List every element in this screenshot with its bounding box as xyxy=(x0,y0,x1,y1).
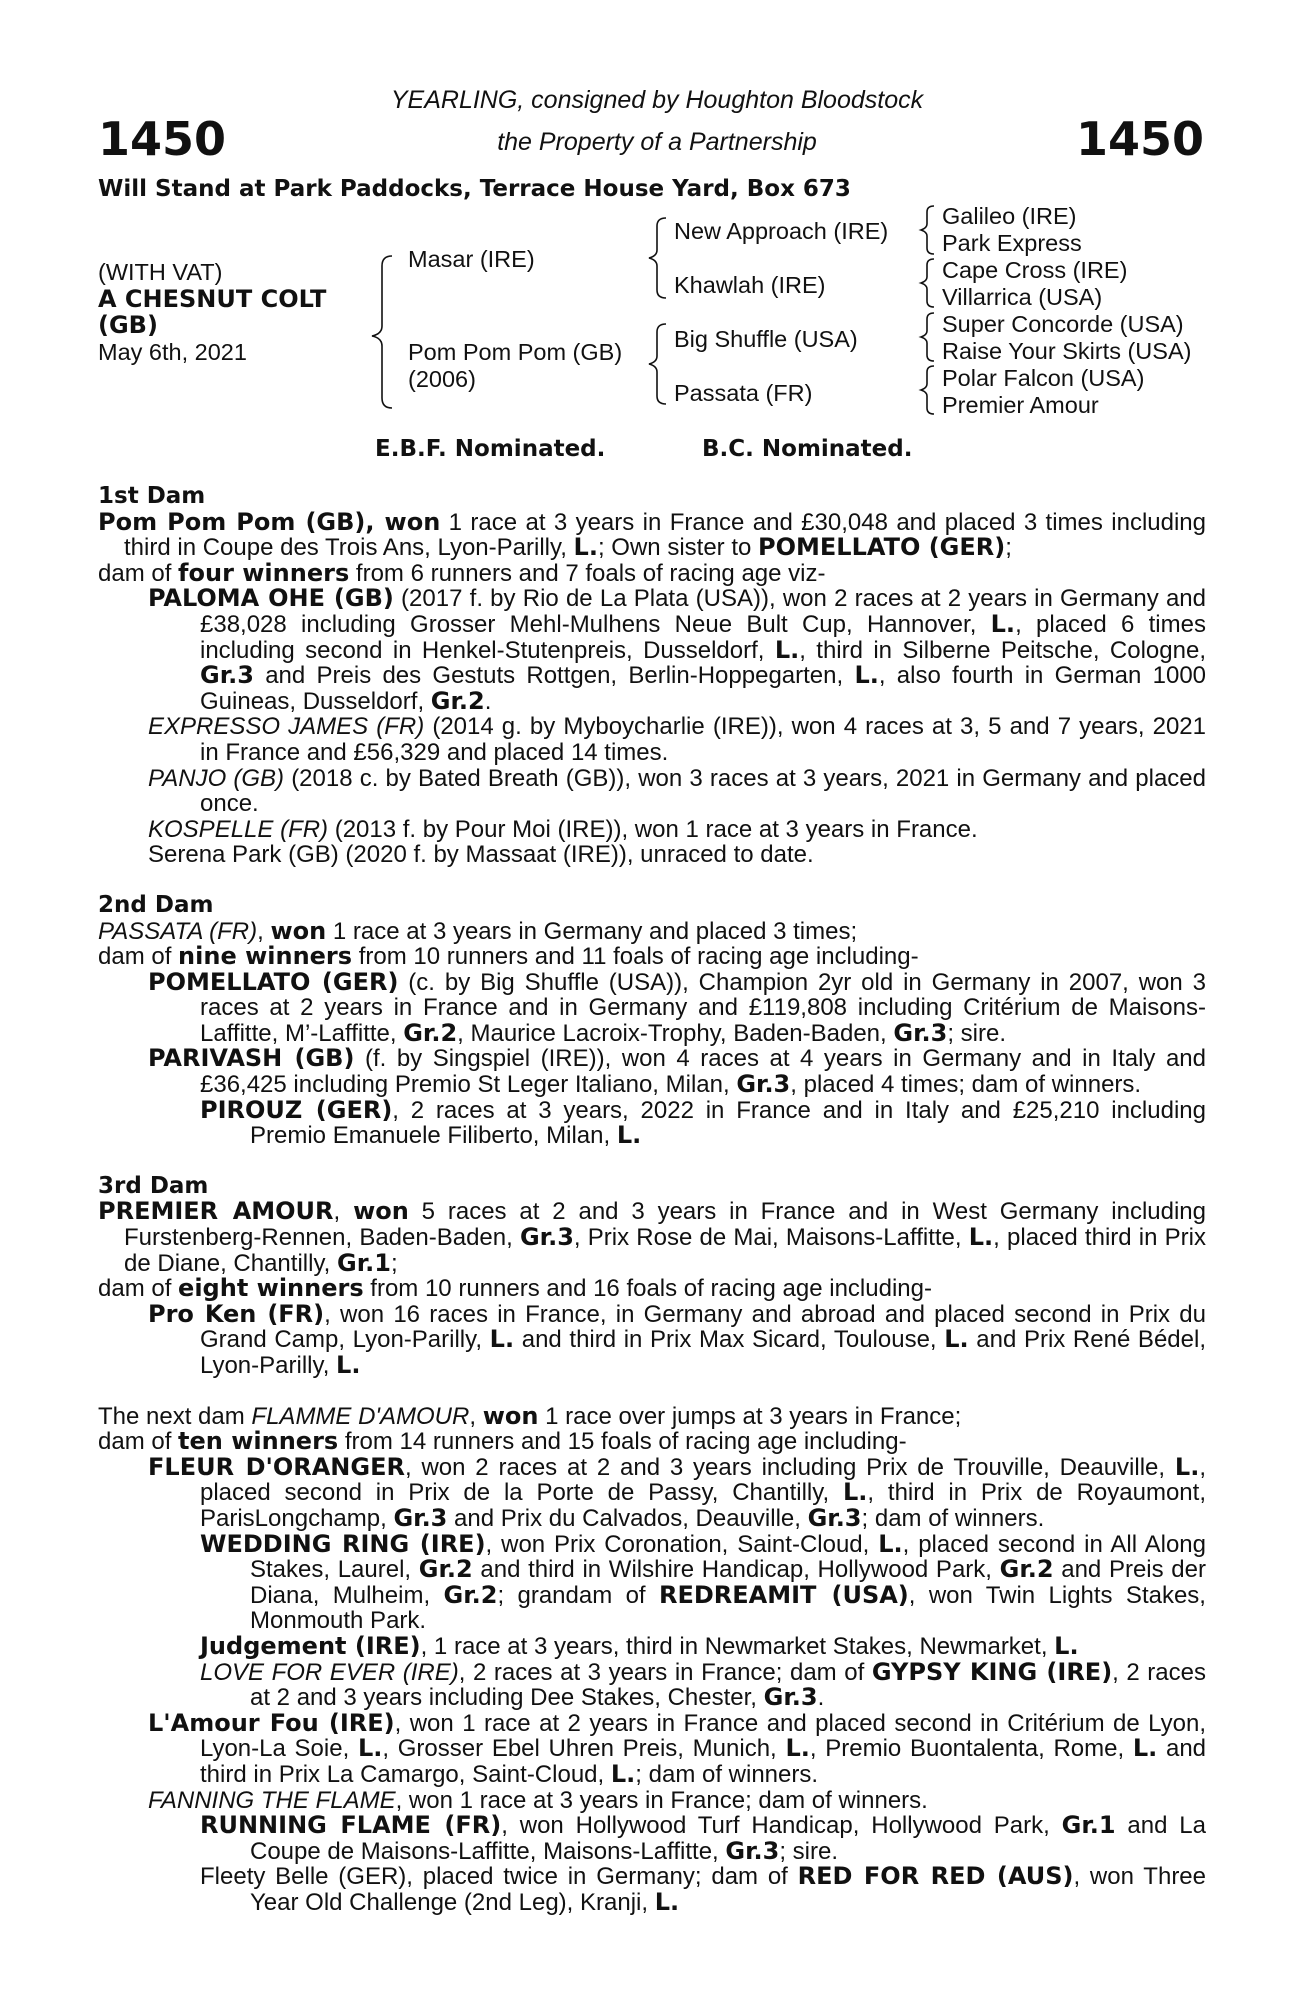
bold-text: Gr.3 xyxy=(763,1683,818,1712)
bold-text: L. xyxy=(616,1121,642,1150)
section-gap xyxy=(98,1149,1206,1174)
text-run: Fleety Belle (GER), placed twice in Germany; dam of xyxy=(200,1863,798,1891)
text-run: , won Prix Coronation, Saint-Cloud, xyxy=(485,1530,879,1558)
bold-text: L. xyxy=(944,1325,969,1354)
text-run: , placed 6 times including second in Henkel-Stutenpreis, Dusseldorf, xyxy=(200,610,1206,664)
text-run: , xyxy=(333,1198,354,1226)
text-run: , won 2 races at 2 and 3 years including Prix de Trouville, Deauville, xyxy=(404,1453,1175,1481)
gg-sire-sire-sire: Galileo (IRE) xyxy=(942,203,1077,229)
text-run: , Maurice Lacroix-Trophy, Baden-Baden, xyxy=(457,1019,894,1047)
dam: Pom Pom Pom (GB) xyxy=(408,339,623,365)
bold-text: L. xyxy=(1132,1734,1158,1763)
text-run: , 2 races at 3 years in France; dam of xyxy=(458,1658,872,1686)
bold-text: Gr.2 xyxy=(418,1555,473,1584)
italic-text: PANJO (GB) xyxy=(148,764,285,792)
pedigree-entry xyxy=(98,1199,1206,1276)
bold-text: PALOMA OHE (GB) xyxy=(148,584,394,613)
bold-text: Gr.3 xyxy=(725,1836,780,1865)
text-run: , third in Silberne Peitsche, Cologne, xyxy=(799,636,1206,664)
text-run: ; sire. xyxy=(779,1837,838,1865)
text-run: , third in Prix de Royaumont, ParisLongchamp, xyxy=(200,1479,1206,1532)
text-run: , Premio Buontalenta, Rome, xyxy=(809,1735,1133,1763)
text-run: , won Three Year Old Challenge (2nd Leg), Kranji, xyxy=(250,1863,1207,1916)
text-run: ; grandam of xyxy=(497,1581,659,1609)
bold-text: won xyxy=(482,1401,539,1430)
pedigree-entry xyxy=(98,916,1206,945)
bold-text: four winners xyxy=(178,558,350,587)
text-run: , won 1 race at 3 years in France; dam of winners. xyxy=(395,1786,928,1814)
text-run: , xyxy=(257,917,271,945)
text-run: ; dam of winners. xyxy=(861,1504,1045,1532)
pedigree-entry xyxy=(98,507,1207,562)
text-run: The next dam xyxy=(98,1402,252,1430)
text-run: from 6 runners and 7 foals of racing age viz- xyxy=(349,559,826,587)
bold-text: L. xyxy=(1174,1452,1200,1481)
gg-dam-sire-dam: Raise Your Skirts (USA) xyxy=(942,338,1192,364)
bold-text: Gr.3 xyxy=(393,1503,448,1532)
pedigree-entry xyxy=(98,586,1206,714)
consignment-line: YEARLING, consigned by Houghton Bloodstock xyxy=(390,86,924,114)
bold-text: POMELLATO (GER) xyxy=(758,533,1006,562)
text-run: , also fourth in German 1000 Guineas, Dusseldorf, xyxy=(200,662,1207,715)
section-gap xyxy=(98,1379,1206,1404)
bold-text: L. xyxy=(336,1351,361,1379)
text-run: (c. by Big Shuffle (USA)), Champion 2yr old in Germany in 2007, won 3 races at 2 years in France and in Germany and £119,808 including Critérium de Maisons-Laffitte, M’-Laffitte, xyxy=(200,968,1206,1047)
horse-description: A CHESNUT COLT xyxy=(98,285,327,313)
vat-label: (WITH VAT) xyxy=(98,259,223,285)
pedigree-entry xyxy=(98,714,1206,765)
bold-text: Gr.1 xyxy=(1061,1811,1116,1840)
text-run: , 2 races at 2 and 3 years including Dee Stakes, Chester, xyxy=(250,1658,1206,1712)
text-run: , Grosser Ebel Uhren Preis, Munich, xyxy=(382,1735,786,1763)
bold-text: L. xyxy=(854,661,879,690)
text-run: Serena Park (GB) (2020 f. by Massaat (IRE)), unraced to date. xyxy=(148,841,814,869)
bc-nomination: B.C. Nominated. xyxy=(702,436,913,462)
text-run: (2013 f. by Pour Moi (IRE)), won 1 race at 3 years in France. xyxy=(328,815,978,843)
pedigree-entry xyxy=(98,1813,1206,1864)
dam-dam: Passata (FR) xyxy=(674,380,813,406)
bold-text: L. xyxy=(842,1478,868,1507)
text-run: , placed second in Prix de la Porte de Passy, Chantilly, xyxy=(200,1453,1206,1507)
bold-text: FLEUR D'ORANGER xyxy=(148,1452,405,1481)
section-gap xyxy=(98,868,1206,893)
section-heading: 1st Dam xyxy=(98,483,206,509)
pedigree-entry xyxy=(98,817,1206,843)
bold-text: eight winners xyxy=(178,1274,364,1303)
text-run: . xyxy=(484,687,492,715)
text-run: 5 races at 2 and 3 years in France and in West Germany including Furstenberg-Rennen, Baden-Baden, xyxy=(124,1198,1206,1252)
pedigree-entry xyxy=(98,1708,1207,1788)
lot-number-left: 1450 xyxy=(98,112,227,166)
text-run: , won 1 race at 2 years in France and placed second in Critérium de Lyon, Lyon-La Soie, xyxy=(200,1709,1206,1763)
text-run: ; xyxy=(1005,534,1012,562)
text-run: dam of xyxy=(98,559,179,587)
bold-text: L. xyxy=(878,1529,903,1558)
italic-text: KOSPELLE (FR) xyxy=(148,815,329,843)
pedigree-entry xyxy=(98,1864,1206,1915)
bold-text: Gr.2 xyxy=(403,1018,458,1047)
text-run: and third in Prix La Camargo, Saint-Cloud, xyxy=(200,1735,1207,1788)
text-run: from 14 runners and 15 foals of racing age including- xyxy=(338,1428,907,1456)
text-run: ; sire. xyxy=(947,1019,1006,1047)
text-run: , Prix Rose de Mai, Maisons-Laffitte, xyxy=(573,1224,969,1252)
lot-number-right: 1450 xyxy=(1075,112,1204,166)
bold-text: PIROUZ (GER) xyxy=(200,1095,393,1124)
text-run: ; xyxy=(390,1249,398,1277)
bold-text: RED FOR RED (AUS) xyxy=(797,1862,1074,1891)
bold-text: L. xyxy=(610,1759,636,1788)
text-run: and third in Prix Max Sicard, Toulouse, xyxy=(514,1326,945,1354)
text-run: dam of xyxy=(98,1275,179,1303)
ebf-nomination: E.B.F. Nominated. xyxy=(375,436,606,462)
dam-sire: Big Shuffle (USA) xyxy=(674,326,858,352)
brace-gg3 xyxy=(921,313,934,361)
text-run: and La Coupe de Maisons-Laffitte, Maisons-Laffitte, xyxy=(250,1812,1206,1865)
bold-text: ten winners xyxy=(178,1427,339,1456)
bold-text: L. xyxy=(573,533,598,562)
bold-text: L. xyxy=(968,1223,994,1252)
gg-dam-sire-sire: Super Concorde (USA) xyxy=(942,311,1184,337)
brace-gg4 xyxy=(921,366,934,414)
bold-text: L. xyxy=(785,1734,810,1763)
bold-text: nine winners xyxy=(178,942,353,971)
foaling-date: May 6th, 2021 xyxy=(98,339,247,365)
text-run: (2017 f. by Rio de La Plata (USA)), won 2 races at 2 years in Germany and £38,028 including Grosser Mehl-Mulhens Neue Bult Cup, Hannover, xyxy=(200,585,1206,638)
italic-text: EXPRESSO JAMES (FR) xyxy=(148,713,425,741)
bold-text: won xyxy=(353,1197,409,1226)
text-run: from 10 runners and 16 foals of racing age including- xyxy=(363,1275,932,1303)
bold-text: L. xyxy=(990,609,1016,638)
horse-description-origin: (GB) xyxy=(98,311,158,339)
gg-sire-dam-sire: Cape Cross (IRE) xyxy=(942,257,1128,283)
bold-text: Gr.3 xyxy=(200,661,254,690)
pedigree-entry xyxy=(98,558,1206,587)
pedigree-entry xyxy=(98,842,1206,868)
brace-dam xyxy=(649,324,666,404)
gg-sire-sire-dam: Park Express xyxy=(942,230,1082,256)
bold-text: L. xyxy=(357,1734,383,1763)
bold-text: L'Amour Fou (IRE) xyxy=(148,1708,395,1737)
bold-text: POMELLATO (GER) xyxy=(148,967,399,996)
text-run: 1 race at 3 years in France and £30,048 and placed 3 times including third in Coupe des Trois Ans, Lyon-Parilly, xyxy=(124,508,1207,562)
pedigree-entry xyxy=(98,1095,1206,1150)
italic-text: PASSATA (FR) xyxy=(98,917,258,945)
brace-main xyxy=(372,256,392,408)
text-run: from 10 runners and 11 foals of racing age including- xyxy=(352,943,919,971)
text-run: dam of xyxy=(98,943,179,971)
bold-text: GYPSY KING (IRE) xyxy=(871,1657,1113,1686)
text-run: 1 race over jumps at 3 years in France; xyxy=(538,1402,962,1430)
text-run: 1 race at 3 years in Germany and placed 3 times; xyxy=(326,917,858,945)
section-heading: 2nd Dam xyxy=(98,891,214,918)
text-run: ; dam of winners. xyxy=(635,1760,819,1788)
pedigree-entry xyxy=(98,944,1206,970)
catalogue-body xyxy=(98,484,1206,1915)
text-run: , 2 races at 3 years, 2022 in France and in Italy and £25,210 including Premio Emanuele Filiberto, Milan, xyxy=(250,1096,1206,1150)
gg-sire-dam-dam: Villarrica (USA) xyxy=(942,284,1103,310)
text-run: and Preis der Diana, Mulheim, xyxy=(250,1556,1206,1609)
brace-gg2 xyxy=(921,259,934,307)
bold-text: Gr.3 xyxy=(736,1070,791,1099)
brace-gg1 xyxy=(921,206,934,254)
pedigree-entry xyxy=(98,1529,1206,1635)
text-run: (2018 c. by Bated Breath (GB)), won 3 races at 3 years, 2021 in Germany and placed once. xyxy=(200,764,1206,818)
pedigree-entry xyxy=(98,1276,1206,1302)
italic-text: FANNING THE FLAME xyxy=(148,1786,396,1814)
italic-text: FLAMME D'AMOUR xyxy=(251,1402,470,1430)
text-run: , xyxy=(469,1402,483,1430)
text-run: dam of xyxy=(98,1428,179,1456)
gg-dam-dam-dam: Premier Amour xyxy=(942,392,1099,418)
sire-dam: Khawlah (IRE) xyxy=(674,272,826,298)
bold-text: Gr.2 xyxy=(443,1580,498,1609)
pedigree-entry xyxy=(98,1401,1206,1430)
bold-text: L. xyxy=(489,1325,515,1354)
stand-location: Will Stand at Park Paddocks, Terrace House Yard, Box 673 xyxy=(98,176,851,202)
text-run: , won Hollywood Turf Handicap, Hollywood Park, xyxy=(501,1812,1062,1840)
pedigree-entry xyxy=(98,967,1206,1047)
pedigree-entry xyxy=(98,766,1206,817)
text-run: . xyxy=(817,1684,825,1712)
dam-year: (2006) xyxy=(408,366,476,392)
text-run: and Prix du Calvados, Deauville, xyxy=(447,1504,808,1532)
bold-text: RUNNING FLAME (FR) xyxy=(200,1811,502,1840)
pedigree-entry xyxy=(98,1788,1206,1814)
pedigree-entry xyxy=(98,1631,1206,1660)
bold-text: Judgement (IRE) xyxy=(200,1631,421,1660)
bold-text: Pom Pom Pom (GB), won xyxy=(98,507,441,536)
property-line: the Property of a Partnership xyxy=(497,128,817,156)
bold-text: won xyxy=(270,916,327,945)
bold-text: PARIVASH (GB) xyxy=(148,1044,355,1073)
text-run: (f. by Singspiel (IRE)), won 4 races at 4 years in Germany and in Italy and £36,425 including Premio St Leger Italiano, Milan, xyxy=(200,1045,1206,1099)
bold-text: Gr.3 xyxy=(807,1503,862,1532)
text-run: and Preis des Gestuts Rottgen, Berlin-Hoppegarten, xyxy=(253,662,855,690)
bold-text: Gr.3 xyxy=(519,1223,574,1252)
gg-dam-dam-sire: Polar Falcon (USA) xyxy=(942,365,1145,391)
bold-text: Gr.2 xyxy=(999,1555,1054,1584)
pedigree-entry xyxy=(98,1657,1206,1712)
bold-text: L. xyxy=(654,1887,680,1916)
bold-text: L. xyxy=(1054,1631,1079,1660)
bold-text: Gr.3 xyxy=(893,1018,948,1047)
sire-sire: New Approach (IRE) xyxy=(674,218,889,244)
text-run: ; Own sister to xyxy=(597,534,759,562)
text-run: and third in Wilshire Handicap, Hollywood Park, xyxy=(472,1556,1000,1584)
pedigree-entry xyxy=(98,1299,1206,1379)
text-run: , won 16 races in France, in Germany and abroad and placed second in Prix du Grand Camp, Lyon-Parilly, xyxy=(200,1300,1206,1354)
section-heading: 3rd Dam xyxy=(98,1172,209,1199)
bold-text: WEDDING RING (IRE) xyxy=(200,1529,486,1558)
text-run: and Prix René Bédel, Lyon-Parilly, xyxy=(200,1326,1206,1379)
bold-text: L. xyxy=(774,635,800,664)
pedigree-entry xyxy=(98,1429,1206,1455)
text-run: , 1 race at 3 years, third in Newmarket Stakes, Newmarket, xyxy=(420,1632,1055,1660)
text-run: , placed 4 times; dam of winners. xyxy=(790,1071,1142,1099)
pedigree-entry xyxy=(98,1046,1206,1097)
pedigree-entry xyxy=(98,1452,1206,1532)
bold-text: Gr.1 xyxy=(337,1248,391,1277)
text-run: , won Twin Lights Stakes, Monmouth Park. xyxy=(250,1581,1206,1635)
bold-text: PREMIER AMOUR xyxy=(98,1197,334,1226)
bold-text: Pro Ken (FR) xyxy=(148,1299,325,1328)
bold-text: REDREAMIT (USA) xyxy=(658,1580,909,1609)
text-run: , placed third in Prix de Diane, Chantilly, xyxy=(124,1224,1206,1277)
sire: Masar (IRE) xyxy=(408,246,535,272)
bold-text: Gr.2 xyxy=(430,686,485,715)
text-run: (2014 g. by Myboycharlie (IRE)), won 4 races at 3, 5 and 7 years, 2021 in France and £56,329 and placed 14 times. xyxy=(200,713,1207,766)
brace-sire xyxy=(649,218,666,298)
italic-text: LOVE FOR EVER (IRE) xyxy=(200,1658,459,1686)
text-run: , placed second in All Along Stakes, Laurel, xyxy=(250,1530,1206,1584)
